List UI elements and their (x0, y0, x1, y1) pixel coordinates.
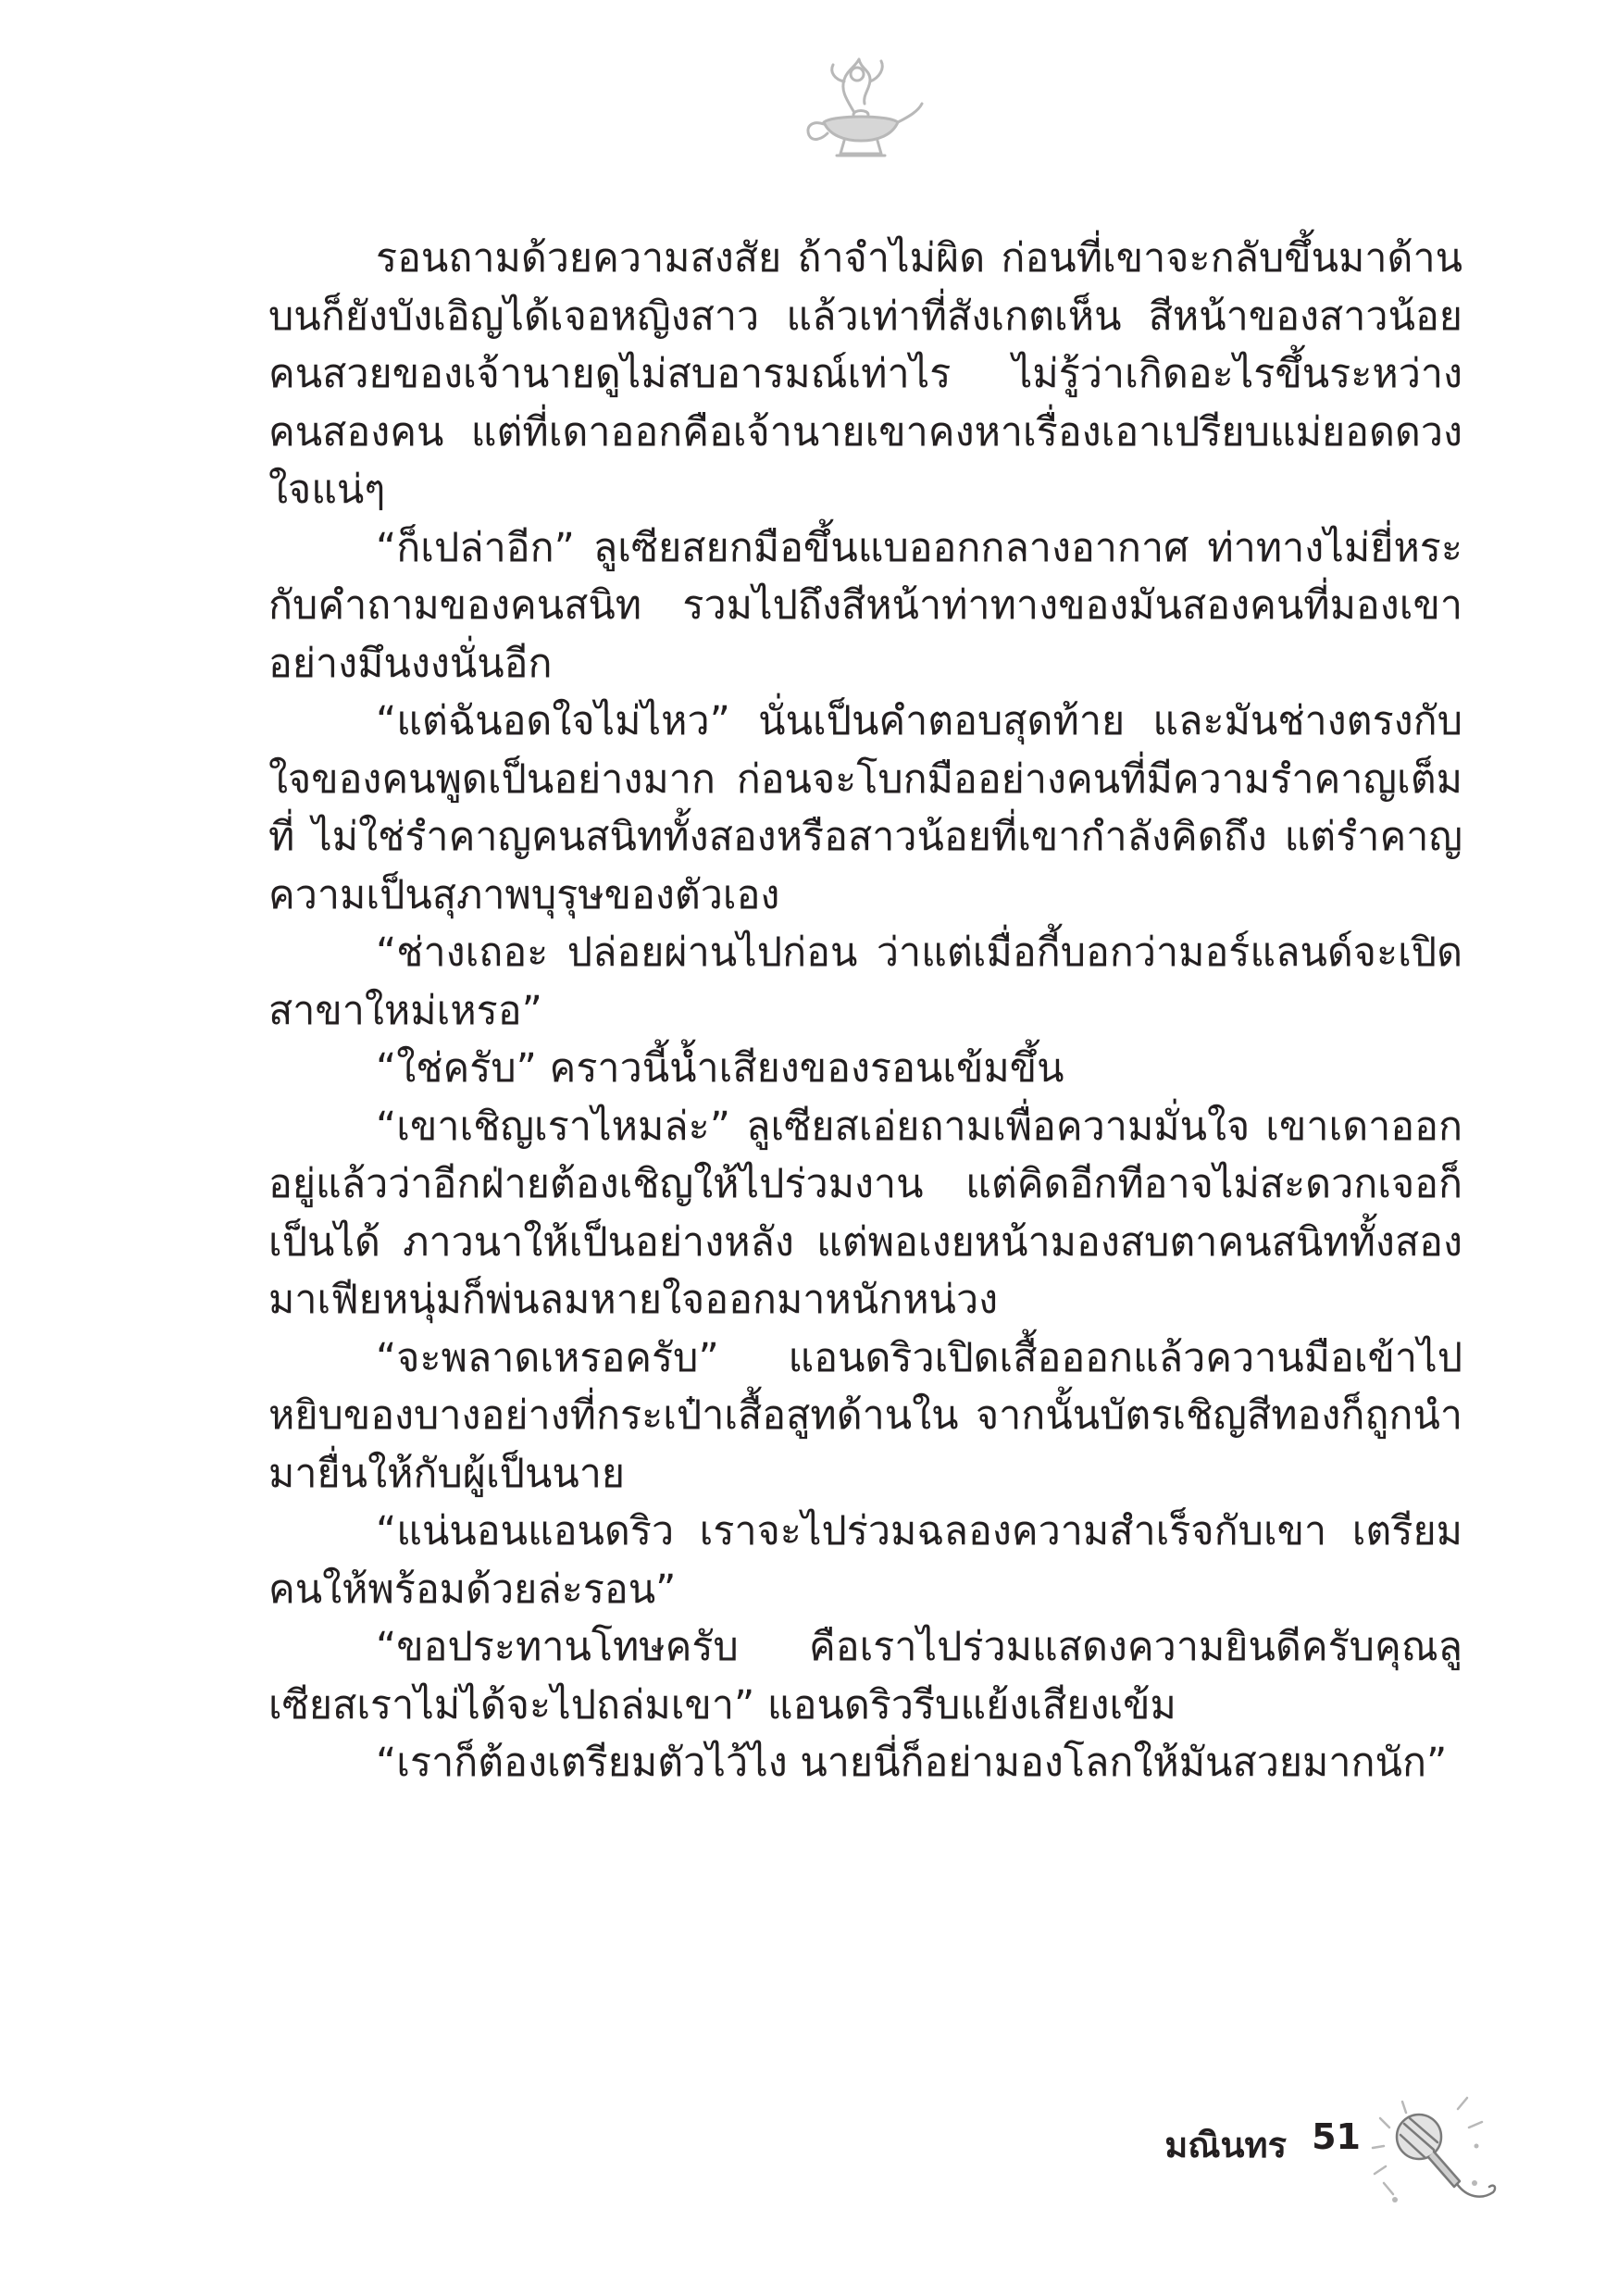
paragraph: “จะพลาดเหรอครับ” แอนดริวเปิดเสื้อออกแล้วควานมือเข้าไปหยิบของบางอย่างที่กระเป๋าเสื้อสูทด้านใน จากนั้นบัตรเชิญสีทองก็ถูกนำมายื่นให้กับผู้เป็นนาย (268, 1334, 1462, 1497)
page-footer (1092, 2090, 1500, 2211)
page-number: 51 (1312, 2116, 1361, 2157)
genie-lamp-icon (796, 46, 926, 167)
paragraph: “แน่นอนแอนดริว เราจะไปร่วมฉลองความสำเร็จกับเขา เตรียมคนให้พร้อมด้วยล่ะรอน” (268, 1508, 1462, 1613)
paragraph: “เขาเชิญเราไหมล่ะ” ลูเซียสเอ่ยถามเพื่อความมั่นใจ เขาเดาออกอยู่แล้วว่าอีกฝ่ายต้องเชิญให้ไปร่วมงาน แต่คิดอีกทีอาจไม่สะดวกเจอก็เป็นได้ ภาวนาให้เป็นอย่างหลัง แต่พอเงยหน้ามองสบตาคนสนิททั้งสอง มาเฟียหนุ่มก็พ่นลมหายใจออกมาหนักหน่วง (268, 1103, 1462, 1323)
paragraph: “เราก็ต้องเตรียมตัวไว้ไง นายนี่ก็อย่ามองโลกให้มันสวยมากนัก” (376, 1740, 1448, 1786)
paragraph: รอนถามด้วยความสงสัย ถ้าจำไม่ผิด ก่อนที่เขาจะกลับขึ้นมาด้านบนก็ยังบังเอิญได้เจอหญิงสาว แล้วเท่าที่สังเกตเห็น สีหน้าของสาวน้อยคนสวยของเจ้านายดูไม่สบอารมณ์เท่าไร ไม่รู้ว่าเกิดอะไรขึ้นระหว่างคนสองคน แต่ที่เดาออกคือเจ้านายเขาคงหาเรื่องเอาเปรียบแม่ยอดดวงใจแน่ๆ (268, 235, 1462, 513)
body-text (268, 230, 1462, 1792)
author-name: มณินทร (1164, 2125, 1287, 2165)
microphone-icon (1365, 2090, 1500, 2211)
paragraph: “แต่ฉันอดใจไม่ไหว” นั่นเป็นคำตอบสุดท้าย และมันช่างตรงกับใจของคนพูดเป็นอย่างมาก ก่อนจะโบกมืออย่างคนที่มีความรำคาญเต็มที่ ไม่ใช่รำคาญคนสนิททั้งสองหรือสาวน้อยที่เขากำลังคิดถึง แต่รำคาญความเป็นสุภาพบุรุษของตัวเอง (268, 698, 1462, 918)
paragraph: “ใช่ครับ” คราวนี้น้ำเสียงของรอนเข้มขึ้น (376, 1045, 1064, 1092)
paragraph: “ขอประทานโทษครับ คือเราไปร่วมแสดงความยินดีครับคุณลูเซียสเราไม่ได้จะไปถล่มเขา” แอนดริวรีบแย้งเสียงเข้ม (268, 1624, 1462, 1728)
paragraph: “ก็เปล่าอีก” ลูเซียสยกมือขึ้นแบออกกลางอากาศ ท่าทางไม่ยี่หระกับคำถามของคนสนิท รวมไปถึงสีหน้าท่าทางของมันสองคนที่มองเขาอย่างมึนงงนั่นอีก (268, 524, 1462, 687)
paragraph: “ช่างเถอะ ปล่อยผ่านไปก่อน ว่าแต่เมื่อกี้บอกว่ามอร์แลนด์จะเปิดสาขาใหม่เหรอ” (268, 930, 1462, 1034)
